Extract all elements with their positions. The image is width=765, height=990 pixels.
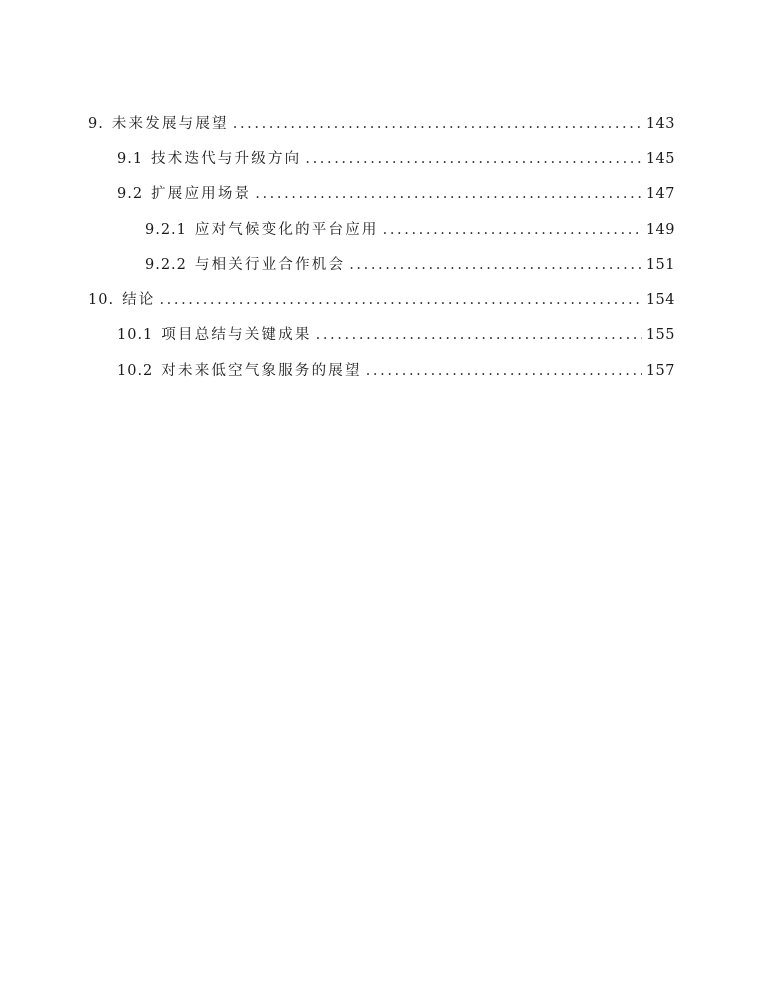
toc-entry-page: 143 bbox=[645, 116, 675, 132]
toc-dot-leader bbox=[349, 254, 642, 276]
toc-entry-title: 结论 bbox=[122, 292, 156, 308]
toc-entry-title: 应对气候变化的平台应用 bbox=[194, 222, 379, 238]
toc-entry-page: 155 bbox=[645, 327, 675, 343]
toc-entry-title: 技术迭代与升级方向 bbox=[151, 151, 302, 167]
toc-entry-page: 145 bbox=[645, 151, 675, 167]
toc-entry-number: 10. bbox=[88, 292, 115, 308]
toc-entry[interactable] bbox=[88, 289, 675, 311]
toc-entry-number: 9.2.1 bbox=[145, 222, 187, 238]
toc-entry-number: 9.1 bbox=[117, 151, 144, 167]
toc-entry-title: 未来发展与展望 bbox=[111, 116, 229, 132]
toc-entry[interactable] bbox=[117, 324, 675, 346]
toc-dot-leader bbox=[255, 183, 642, 205]
toc-dot-leader bbox=[159, 289, 641, 311]
toc-entry-page: 147 bbox=[645, 186, 675, 202]
toc-entry-page: 151 bbox=[645, 257, 675, 273]
toc-dot-leader bbox=[383, 219, 642, 241]
toc-entry-number: 10.2 bbox=[117, 363, 154, 379]
toc-entry-number: 9. bbox=[88, 116, 104, 132]
toc-entry[interactable] bbox=[145, 219, 675, 241]
toc-entry-page: 149 bbox=[645, 222, 675, 238]
toc-entry[interactable] bbox=[117, 148, 675, 170]
toc-entry-title: 项目总结与关键成果 bbox=[161, 327, 312, 343]
toc-entry[interactable] bbox=[117, 360, 675, 382]
toc-entry-number: 9.2.2 bbox=[145, 257, 187, 273]
toc-entry-title: 对未来低空气象服务的展望 bbox=[161, 363, 362, 379]
toc-entry-page: 154 bbox=[645, 292, 675, 308]
toc-entry-number: 9.2 bbox=[117, 186, 144, 202]
toc-entry-number: 10.1 bbox=[117, 327, 154, 343]
toc-entry-title: 与相关行业合作机会 bbox=[194, 257, 346, 273]
toc-entry[interactable] bbox=[117, 183, 675, 205]
toc-entry-page: 157 bbox=[645, 363, 675, 379]
toc-dot-leader bbox=[366, 360, 642, 382]
toc-entry[interactable] bbox=[145, 254, 675, 276]
toc-dot-leader bbox=[305, 148, 641, 170]
toc-entry-title: 扩展应用场景 bbox=[151, 186, 252, 202]
toc-entry[interactable] bbox=[88, 113, 675, 135]
toc-dot-leader bbox=[233, 113, 642, 135]
toc-dot-leader bbox=[316, 324, 642, 346]
